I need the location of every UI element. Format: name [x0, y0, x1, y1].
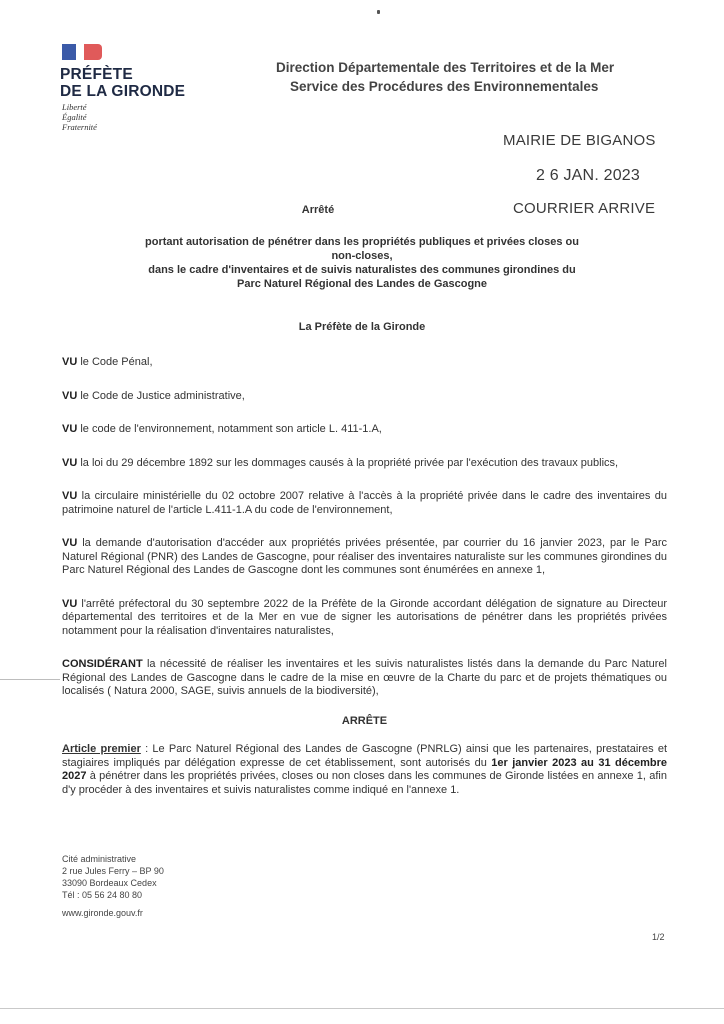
subtitle-line: Parc Naturel Régional des Landes de Gascogne	[236, 278, 488, 290]
consideration-item: VU la circulaire ministérielle du 02 octobre 2007 relative à l'accès à la propriété privée dans le cadre des inventaires du patrimoine naturel de l'article L.411-1.A du code de l'environnement,	[62, 490, 667, 516]
document-subtitle	[80, 235, 644, 291]
motto-egalite: Égalité	[62, 112, 87, 122]
direction-name: Direction Départementale des Territoires et de la Mer	[276, 60, 615, 75]
prefecture-line1: PRÉFÈTE	[60, 66, 133, 83]
stamp-courrier: COURRIER ARRIVE	[513, 200, 656, 217]
footer-line: 2 rue Jules Ferry – BP 90	[62, 866, 164, 876]
subtitle-line: non-closes,	[331, 250, 393, 262]
document-title: Arrêté	[301, 204, 335, 216]
authority-heading: La Préfète de la Gironde	[298, 321, 426, 333]
footer-line: 33090 Bordeaux Cedex	[62, 878, 157, 888]
motto-fraternite: Fraternité	[62, 122, 97, 132]
arrete-heading: ARRÊTE	[341, 714, 388, 727]
article-premier: Article premier : Le Parc Naturel Régional des Landes de Gascogne (PNRLG) ainsi que les partenaires, prestataires et stagiaires impliqués par délégation expresse de cet établissement, sont autorisés du 1er janvier 2023 au 31 décembre 2027 à pénétrer dans les propriétés privées, closes ou non closes dans les communes de Gironde listées en annexe 1, afin d'y procéder à des inventaires et suivis naturalistes comme indiqué en l'annexe 1.	[62, 743, 667, 796]
article-dates: 1er janvier 2023 au 31 décembre 2027	[62, 756, 667, 782]
consideration-item: VU l'arrêté préfectoral du 30 septembre 2022 de la Préfète de la Gironde accordant délégation de signature au Directeur départemental des territoires et de la Mer en vue de signer les autorisations de pénétrer dans les propriétés privées notamment pour la réalisation d'inventaires naturalistes,	[62, 597, 667, 637]
document-body	[62, 356, 667, 817]
stamp-date: 2 6 JAN. 2023	[536, 167, 640, 184]
footer-line: Cité administrative	[62, 854, 137, 864]
prefecture-name	[60, 66, 185, 100]
scan-speck	[377, 10, 380, 14]
scan-artifact-line	[0, 1008, 724, 1009]
article-label: Article premier	[62, 743, 141, 755]
prefecture-line2: DE LA GIRONDE	[60, 83, 186, 100]
consideration-item: VU la loi du 29 décembre 1892 sur les dommages causés à la propriété privée par l'exécution des travaux publics,	[62, 456, 619, 469]
consideration-item: VU le Code de Justice administrative,	[62, 389, 245, 402]
consideration-item: CONSIDÉRANT la nécessité de réaliser les inventaires et les suivis naturalistes listés dans la demande du Parc Naturel Régional des Landes de Gascogne dans le cadre de la mise en œuvre de la Charte du parc et de projets thématiques ou localisés ( Natura 2000, SAGE, suivis annuels de la biodiversité),	[62, 658, 667, 697]
footer-line: Tél : 05 56 24 80 80	[62, 890, 143, 900]
consideration-item: VU la demande d'autorisation d'accéder aux propriétés privées présentée, par courrier du 16 janvier 2023, par le Parc Naturel Régional (PNR) des Landes de Gascogne, pour réaliser des inventaires naturaliste sur les communes girondines du Parc Naturel Régional des Landes de Gascogne dont les communes sont énumérées en annexe 1,	[62, 537, 667, 576]
marianne-flag-logo	[62, 44, 104, 60]
service-name: Service des Procédures des Environnementales	[290, 79, 599, 94]
republic-motto	[62, 102, 97, 132]
consideration-item: VU le Code Pénal,	[62, 356, 153, 368]
address-footer	[62, 853, 164, 919]
subtitle-line: portant autorisation de pénétrer dans les propriétés publiques et privées closes ou	[145, 236, 579, 248]
scan-artifact-line	[0, 679, 60, 680]
consideration-item: VU le code de l'environnement, notamment son article L. 411-1.A,	[62, 423, 382, 435]
website-link[interactable]: www.gironde.gouv.fr	[62, 908, 143, 918]
issuing-directorate	[276, 58, 614, 96]
page-number: 1/2	[652, 932, 665, 942]
motto-liberte: Liberté	[62, 102, 87, 112]
subtitle-line: dans le cadre d'inventaires et de suivis naturalistes des communes girondines du	[148, 264, 576, 276]
stamp-mairie: MAIRIE DE BIGANOS	[503, 132, 656, 149]
